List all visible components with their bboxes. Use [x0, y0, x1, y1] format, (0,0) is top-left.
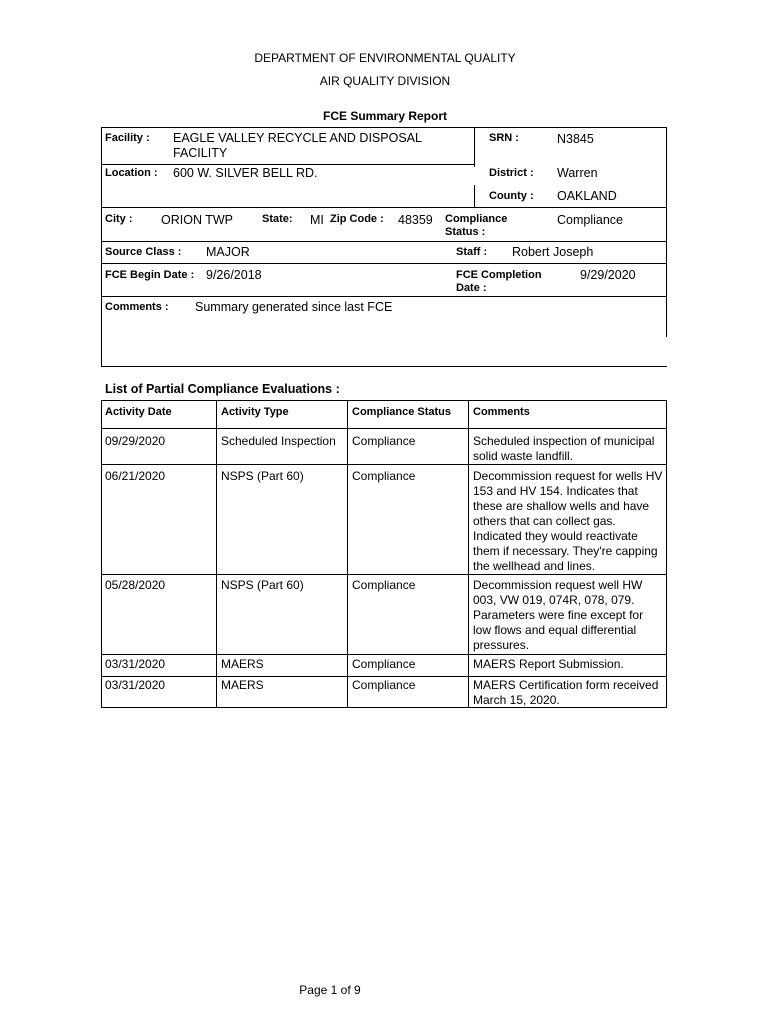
county-label: County : — [489, 190, 534, 202]
activity-type: NSPS (Part 60) — [221, 469, 304, 483]
page-number: Page 1 of 9 — [299, 983, 361, 997]
activity-date: 03/31/2020 — [105, 657, 166, 671]
comments-label: Comments : — [105, 301, 169, 313]
column-header: Comments — [473, 406, 530, 418]
activity-comments: MAERS Report Submission. — [473, 657, 624, 671]
comments-value: Summary generated since last FCE — [195, 300, 393, 314]
location-value: 600 W. SILVER BELL RD. — [173, 166, 318, 180]
column-header: Activity Date — [105, 406, 172, 418]
location-label: Location : — [105, 167, 158, 179]
zip-label: Zip Code : — [330, 213, 384, 225]
city-label: City : — [105, 213, 133, 225]
zip-value: 48359 — [398, 213, 433, 227]
compliance-status-value: Compliance — [557, 213, 624, 227]
activity-type: NSPS (Part 60) — [221, 578, 304, 592]
county-value: OAKLAND — [557, 189, 617, 203]
source-class-label: Source Class : — [105, 246, 182, 258]
state-label: State: — [262, 213, 293, 225]
activity-comments: Scheduled inspection of municipal solid waste landfill. — [473, 434, 655, 463]
compliance-status-label: Compliance Status : — [445, 213, 508, 238]
activity-comments: Decommission request for wells HV 153 and HV 154. Indicates that these are shallow wells and have others that can collect gas. Indicated they would reactivate them if necessary. They're capping the wellhead and lines. — [473, 469, 663, 573]
facility-value: EAGLE VALLEY RECYCLE AND DISPOSAL FACILITY — [173, 131, 422, 160]
activity-comments: MAERS Certification form received March 15, 2020. — [473, 678, 659, 707]
activity-type: MAERS — [221, 657, 264, 671]
fce-completion-value: 9/29/2020 — [580, 268, 636, 282]
srn-label: SRN : — [489, 132, 519, 144]
compliance-status: Compliance — [352, 469, 416, 483]
activity-date: 06/21/2020 — [105, 469, 166, 483]
activity-date: 09/29/2020 — [105, 434, 166, 448]
compliance-status: Compliance — [352, 434, 416, 448]
fce-begin-value: 9/26/2018 — [206, 268, 262, 282]
state-value: MI — [310, 213, 324, 227]
srn-value: N3845 — [557, 132, 594, 146]
staff-value: Robert Joseph — [512, 245, 594, 259]
activity-type: Scheduled Inspection — [221, 434, 336, 448]
compliance-status: Compliance — [352, 657, 416, 671]
evaluations-title: List of Partial Compliance Evaluations : — [105, 382, 340, 396]
division-title: AIR QUALITY DIVISION — [319, 74, 451, 88]
fce-begin-label: FCE Begin Date : — [105, 269, 195, 281]
city-value: ORION TWP — [161, 213, 233, 227]
activity-comments: Decommission request well HW 003, VW 019, 074R, 078, 079. Parameters were fine except for low flows and equal differential pressures. — [473, 578, 644, 652]
column-header: Activity Type — [221, 406, 289, 418]
activity-date: 05/28/2020 — [105, 578, 166, 592]
department-title: DEPARTMENT OF ENVIRONMENTAL QUALITY — [254, 51, 516, 65]
district-value: Warren — [557, 166, 598, 180]
column-header: Compliance Status — [352, 406, 452, 418]
source-class-value: MAJOR — [206, 245, 250, 259]
compliance-status: Compliance — [352, 578, 416, 592]
fce-completion-label: FCE Completion Date : — [456, 269, 542, 294]
staff-label: Staff : — [456, 246, 488, 258]
report-title: FCE Summary Report — [322, 109, 448, 123]
facility-label: Facility : — [105, 132, 150, 144]
compliance-status: Compliance — [352, 678, 416, 692]
activity-date: 03/31/2020 — [105, 678, 166, 692]
activity-type: MAERS — [221, 678, 264, 692]
district-label: District : — [489, 167, 534, 179]
